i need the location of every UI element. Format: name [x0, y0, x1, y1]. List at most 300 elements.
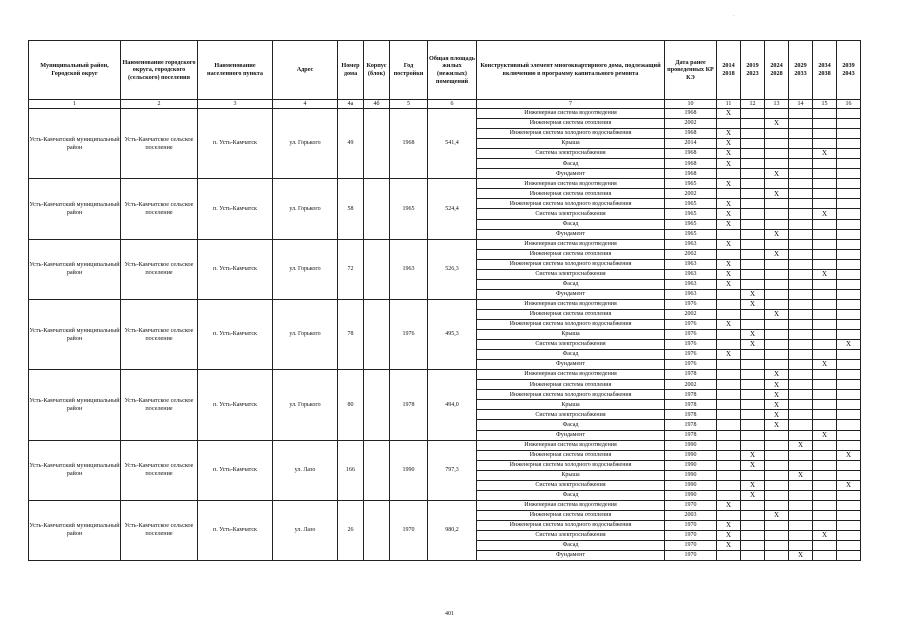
- period-mark-cell: [813, 239, 837, 249]
- column-number: 11: [717, 100, 741, 109]
- period-mark-cell: [741, 139, 765, 149]
- previous-repair-date-cell: 2003: [665, 510, 717, 520]
- period-mark-cell: [837, 279, 861, 289]
- period-mark-cell: X: [813, 149, 837, 159]
- period-mark-cell: [789, 259, 813, 269]
- structural-element-cell: Инженерная система холодного водоснабжения: [477, 390, 665, 400]
- period-mark-cell: [741, 520, 765, 530]
- period-mark-cell: [765, 239, 789, 249]
- header-period-2024-2028: 2024 2028: [765, 41, 789, 100]
- previous-repair-date-cell: 1990: [665, 460, 717, 470]
- period-mark-cell: [765, 470, 789, 480]
- previous-repair-date-cell: 1990: [665, 450, 717, 460]
- district-cell: Усть-Камчатский муниципальный район: [29, 109, 121, 179]
- previous-repair-date-cell: 1965: [665, 179, 717, 189]
- period-mark-cell: [789, 380, 813, 390]
- header-period-2029-2033: 2029 2033: [789, 41, 813, 100]
- previous-repair-date-cell: 1978: [665, 430, 717, 440]
- period-mark-cell: [741, 370, 765, 380]
- block-cell: [364, 109, 390, 179]
- period-mark-cell: [741, 269, 765, 279]
- period-mark-cell: [837, 109, 861, 119]
- capital-repair-table: [28, 40, 861, 561]
- structural-element-cell: Фасад: [477, 279, 665, 289]
- period-mark-cell: X: [717, 520, 741, 530]
- column-number: 5: [390, 100, 428, 109]
- period-mark-cell: X: [789, 440, 813, 450]
- previous-repair-date-cell: 1976: [665, 299, 717, 309]
- structural-element-cell: Фундамент: [477, 229, 665, 239]
- period-mark-cell: [789, 249, 813, 259]
- year-built-cell: 1976: [390, 299, 428, 369]
- period-mark-cell: [789, 390, 813, 400]
- period-mark-cell: [813, 520, 837, 530]
- period-mark-cell: [837, 169, 861, 179]
- column-number: 10: [665, 100, 717, 109]
- period-mark-cell: [765, 289, 789, 299]
- period-mark-cell: [789, 480, 813, 490]
- structural-element-cell: Инженерная система холодного водоснабжения: [477, 199, 665, 209]
- period-mark-cell: [837, 309, 861, 319]
- period-mark-cell: [789, 500, 813, 510]
- period-mark-cell: [837, 259, 861, 269]
- previous-repair-date-cell: 2002: [665, 189, 717, 199]
- period-mark-cell: [717, 309, 741, 319]
- period-mark-cell: [765, 159, 789, 169]
- period-mark-cell: [837, 239, 861, 249]
- header-block: Корпус (блок): [364, 41, 390, 100]
- period-mark-cell: [741, 239, 765, 249]
- period-mark-cell: [741, 530, 765, 540]
- block-cell: [364, 239, 390, 299]
- period-mark-cell: [789, 420, 813, 430]
- period-mark-cell: [717, 440, 741, 450]
- period-mark-cell: [789, 189, 813, 199]
- period-mark-cell: X: [789, 470, 813, 480]
- structural-element-cell: Система электроснабжения: [477, 269, 665, 279]
- year-built-cell: 1968: [390, 109, 428, 179]
- period-mark-cell: [765, 129, 789, 139]
- table-row: [29, 370, 861, 380]
- period-mark-cell: X: [765, 370, 789, 380]
- period-mark-cell: [813, 299, 837, 309]
- header-structural-element: Конструктивный элемент многоквартирного дома, подлежащий включению в программу капитального ремонта: [477, 41, 665, 100]
- locality-cell: п. Усть-Камчатск: [198, 179, 273, 239]
- header-total-area: Общая площадь жилых (нежилых) помещений: [428, 41, 477, 100]
- period-mark-cell: [717, 490, 741, 500]
- period-mark-cell: [717, 249, 741, 259]
- period-mark-cell: [717, 480, 741, 490]
- locality-cell: п. Усть-Камчатск: [198, 299, 273, 369]
- period-mark-cell: [741, 159, 765, 169]
- column-number: 6: [428, 100, 477, 109]
- period-mark-cell: X: [789, 551, 813, 561]
- period-mark-cell: [717, 380, 741, 390]
- period-mark-cell: X: [717, 279, 741, 289]
- period-mark-cell: X: [717, 541, 741, 551]
- district-cell: Усть-Камчатский муниципальный район: [29, 370, 121, 440]
- period-mark-cell: [813, 460, 837, 470]
- period-mark-cell: [837, 289, 861, 299]
- previous-repair-date-cell: 1976: [665, 340, 717, 350]
- settlement-cell: Усть-Камчатское сельское поселение: [121, 179, 198, 239]
- block-cell: [364, 179, 390, 239]
- period-mark-cell: [813, 390, 837, 400]
- period-mark-cell: [813, 541, 837, 551]
- period-mark-cell: [837, 189, 861, 199]
- period-mark-cell: [717, 450, 741, 460]
- period-mark-cell: [765, 219, 789, 229]
- period-mark-cell: [837, 219, 861, 229]
- period-mark-cell: [765, 500, 789, 510]
- structural-element-cell: Фундамент: [477, 360, 665, 370]
- period-mark-cell: [837, 500, 861, 510]
- period-mark-cell: [789, 541, 813, 551]
- period-mark-cell: [765, 430, 789, 440]
- structural-element-cell: Инженерная система холодного водоснабжения: [477, 460, 665, 470]
- area-cell: 541,4: [428, 109, 477, 179]
- area-cell: 980,2: [428, 500, 477, 560]
- period-mark-cell: [789, 299, 813, 309]
- header-period-2034-2038: 2034 2038: [813, 41, 837, 100]
- period-mark-cell: [789, 229, 813, 239]
- previous-repair-date-cell: 1963: [665, 239, 717, 249]
- previous-repair-date-cell: 2002: [665, 249, 717, 259]
- locality-cell: п. Усть-Камчатск: [198, 370, 273, 440]
- previous-repair-date-cell: 1965: [665, 199, 717, 209]
- period-mark-cell: [837, 420, 861, 430]
- period-mark-cell: X: [717, 149, 741, 159]
- period-mark-cell: [813, 370, 837, 380]
- house-number-cell: 78: [338, 299, 364, 369]
- structural-element-cell: Инженерная система водоотведения: [477, 370, 665, 380]
- period-mark-cell: [765, 209, 789, 219]
- period-mark-cell: X: [741, 460, 765, 470]
- previous-repair-date-cell: 1965: [665, 209, 717, 219]
- period-mark-cell: [789, 139, 813, 149]
- area-cell: 495,3: [428, 299, 477, 369]
- previous-repair-date-cell: 1970: [665, 541, 717, 551]
- structural-element-cell: Система электроснабжения: [477, 530, 665, 540]
- structural-element-cell: Крыша: [477, 139, 665, 149]
- previous-repair-date-cell: 1978: [665, 400, 717, 410]
- previous-repair-date-cell: 1970: [665, 500, 717, 510]
- period-mark-cell: [789, 169, 813, 179]
- header-district: Муниципальный район, Городской округ: [29, 41, 121, 100]
- structural-element-cell: Фасад: [477, 219, 665, 229]
- period-mark-cell: X: [813, 209, 837, 219]
- period-mark-cell: [717, 551, 741, 561]
- period-mark-cell: [765, 259, 789, 269]
- period-mark-cell: [717, 410, 741, 420]
- previous-repair-date-cell: 2014: [665, 139, 717, 149]
- period-mark-cell: [789, 309, 813, 319]
- page-number: 401: [445, 611, 454, 617]
- period-mark-cell: [813, 450, 837, 460]
- header-period-2019-2023: 2019 2023: [741, 41, 765, 100]
- structural-element-cell: Система электроснабжения: [477, 209, 665, 219]
- previous-repair-date-cell: 2002: [665, 309, 717, 319]
- structural-element-cell: Фасад: [477, 541, 665, 551]
- period-mark-cell: X: [765, 249, 789, 259]
- period-mark-cell: [789, 520, 813, 530]
- period-mark-cell: [741, 500, 765, 510]
- period-mark-cell: [813, 410, 837, 420]
- column-number: 4: [273, 100, 338, 109]
- period-mark-cell: X: [717, 179, 741, 189]
- period-mark-cell: [741, 119, 765, 129]
- previous-repair-date-cell: 1963: [665, 269, 717, 279]
- period-mark-cell: X: [765, 420, 789, 430]
- previous-repair-date-cell: 1976: [665, 350, 717, 360]
- period-mark-cell: X: [765, 229, 789, 239]
- period-mark-cell: X: [813, 530, 837, 540]
- period-mark-cell: [717, 370, 741, 380]
- structural-element-cell: Фундамент: [477, 289, 665, 299]
- district-cell: Усть-Камчатский муниципальный район: [29, 440, 121, 500]
- district-cell: Усть-Камчатский муниципальный район: [29, 299, 121, 369]
- period-mark-cell: [741, 279, 765, 289]
- period-mark-cell: [813, 199, 837, 209]
- period-mark-cell: X: [741, 289, 765, 299]
- structural-element-cell: Инженерная система отопления: [477, 249, 665, 259]
- previous-repair-date-cell: 2002: [665, 119, 717, 129]
- period-mark-cell: X: [765, 169, 789, 179]
- structural-element-cell: Фасад: [477, 159, 665, 169]
- column-number: 3: [198, 100, 273, 109]
- column-number: 7: [477, 100, 665, 109]
- previous-repair-date-cell: 1990: [665, 470, 717, 480]
- period-mark-cell: [837, 229, 861, 239]
- structural-element-cell: Инженерная система водоотведения: [477, 440, 665, 450]
- period-mark-cell: [741, 510, 765, 520]
- period-mark-cell: [741, 420, 765, 430]
- structural-element-cell: Крыша: [477, 470, 665, 480]
- period-mark-cell: [789, 400, 813, 410]
- period-mark-cell: [837, 541, 861, 551]
- previous-repair-date-cell: 1968: [665, 129, 717, 139]
- period-mark-cell: [789, 490, 813, 500]
- block-cell: [364, 440, 390, 500]
- period-mark-cell: [789, 219, 813, 229]
- period-mark-cell: [837, 350, 861, 360]
- district-cell: Усть-Камчатский муниципальный район: [29, 239, 121, 299]
- period-mark-cell: [741, 229, 765, 239]
- period-mark-cell: [741, 319, 765, 329]
- previous-repair-date-cell: 1963: [665, 279, 717, 289]
- period-mark-cell: X: [717, 350, 741, 360]
- period-mark-cell: [765, 541, 789, 551]
- previous-repair-date-cell: 1968: [665, 109, 717, 119]
- table-row: [29, 440, 861, 450]
- year-built-cell: 1990: [390, 440, 428, 500]
- period-mark-cell: [837, 410, 861, 420]
- year-built-cell: 1965: [390, 179, 428, 239]
- period-mark-cell: [789, 289, 813, 299]
- address-cell: ул. Лазо: [273, 500, 338, 560]
- period-mark-cell: [837, 119, 861, 129]
- column-number: 2: [121, 100, 198, 109]
- period-mark-cell: X: [717, 199, 741, 209]
- period-mark-cell: [741, 380, 765, 390]
- locality-cell: п. Усть-Камчатск: [198, 500, 273, 560]
- period-mark-cell: [717, 400, 741, 410]
- period-mark-cell: X: [765, 189, 789, 199]
- settlement-cell: Усть-Камчатское сельское поселение: [121, 299, 198, 369]
- period-mark-cell: X: [741, 330, 765, 340]
- header-house-number: Номер дома: [338, 41, 364, 100]
- period-mark-cell: [789, 119, 813, 129]
- period-mark-cell: [765, 269, 789, 279]
- period-mark-cell: [717, 189, 741, 199]
- address-cell: ул. Лазо: [273, 440, 338, 500]
- period-mark-cell: X: [765, 510, 789, 520]
- period-mark-cell: [813, 470, 837, 480]
- period-mark-cell: [741, 179, 765, 189]
- table-row: [29, 239, 861, 249]
- period-mark-cell: [813, 189, 837, 199]
- district-cell: Усть-Камчатский муниципальный район: [29, 500, 121, 560]
- structural-element-cell: Инженерная система водоотведения: [477, 500, 665, 510]
- period-mark-cell: [741, 551, 765, 561]
- period-mark-cell: X: [717, 239, 741, 249]
- period-mark-cell: [837, 159, 861, 169]
- header-previous-repair-date: Дата ранее проведенных КР КЭ: [665, 41, 717, 100]
- period-mark-cell: [837, 400, 861, 410]
- period-mark-cell: [717, 330, 741, 340]
- period-mark-cell: [741, 430, 765, 440]
- settlement-cell: Усть-Камчатское сельское поселение: [121, 440, 198, 500]
- previous-repair-date-cell: 1978: [665, 370, 717, 380]
- structural-element-cell: Фасад: [477, 420, 665, 430]
- header-year-built: Год постройки: [390, 41, 428, 100]
- period-mark-cell: [741, 400, 765, 410]
- period-mark-cell: [813, 219, 837, 229]
- period-mark-cell: [837, 440, 861, 450]
- header-period-2039-2043: 2039 2043: [837, 41, 861, 100]
- period-mark-cell: [789, 350, 813, 360]
- period-mark-cell: [813, 259, 837, 269]
- period-mark-cell: [789, 340, 813, 350]
- period-mark-cell: [741, 249, 765, 259]
- structural-element-cell: Инженерная система водоотведения: [477, 299, 665, 309]
- previous-repair-date-cell: 1968: [665, 149, 717, 159]
- period-mark-cell: [789, 159, 813, 169]
- period-mark-cell: X: [765, 119, 789, 129]
- period-mark-cell: [717, 289, 741, 299]
- locality-cell: п. Усть-Камчатск: [198, 109, 273, 179]
- period-mark-cell: [765, 319, 789, 329]
- previous-repair-date-cell: 1970: [665, 530, 717, 540]
- period-mark-cell: [813, 169, 837, 179]
- period-mark-cell: [717, 460, 741, 470]
- period-mark-cell: [813, 129, 837, 139]
- structural-element-cell: Фундамент: [477, 169, 665, 179]
- table-row: [29, 299, 861, 309]
- table-row: [29, 500, 861, 510]
- house-number-cell: 58: [338, 179, 364, 239]
- period-mark-cell: [765, 520, 789, 530]
- period-mark-cell: [837, 209, 861, 219]
- previous-repair-date-cell: 1978: [665, 410, 717, 420]
- period-mark-cell: [837, 551, 861, 561]
- period-mark-cell: [813, 480, 837, 490]
- period-mark-cell: [717, 119, 741, 129]
- period-mark-cell: [765, 450, 789, 460]
- area-cell: 524,4: [428, 179, 477, 239]
- structural-element-cell: Инженерная система водоотведения: [477, 239, 665, 249]
- period-mark-cell: [717, 360, 741, 370]
- period-mark-cell: [813, 510, 837, 520]
- period-mark-cell: X: [741, 480, 765, 490]
- table-row: [29, 109, 861, 119]
- address-cell: ул. Горького: [273, 109, 338, 179]
- period-mark-cell: [741, 309, 765, 319]
- column-number: 13: [765, 100, 789, 109]
- period-mark-cell: [765, 490, 789, 500]
- period-mark-cell: X: [765, 390, 789, 400]
- period-mark-cell: [717, 470, 741, 480]
- structural-element-cell: Система электроснабжения: [477, 340, 665, 350]
- year-built-cell: 1963: [390, 239, 428, 299]
- period-mark-cell: [813, 319, 837, 329]
- period-mark-cell: [765, 340, 789, 350]
- address-cell: ул. Горького: [273, 179, 338, 239]
- period-mark-cell: X: [765, 400, 789, 410]
- period-mark-cell: [837, 370, 861, 380]
- previous-repair-date-cell: 1976: [665, 330, 717, 340]
- structural-element-cell: Инженерная система водоотведения: [477, 109, 665, 119]
- period-mark-cell: [813, 551, 837, 561]
- year-built-cell: 1978: [390, 370, 428, 440]
- period-mark-cell: [789, 179, 813, 189]
- period-mark-cell: [717, 169, 741, 179]
- period-mark-cell: [837, 249, 861, 259]
- period-mark-cell: X: [717, 159, 741, 169]
- address-cell: ул. Горького: [273, 239, 338, 299]
- period-mark-cell: [717, 510, 741, 520]
- block-cell: [364, 370, 390, 440]
- structural-element-cell: Инженерная система отопления: [477, 450, 665, 460]
- house-number-cell: 166: [338, 440, 364, 500]
- period-mark-cell: [765, 179, 789, 189]
- period-mark-cell: [837, 510, 861, 520]
- column-number: 4б: [364, 100, 390, 109]
- period-mark-cell: [813, 139, 837, 149]
- period-mark-cell: [765, 480, 789, 490]
- year-built-cell: 1970: [390, 500, 428, 560]
- period-mark-cell: X: [741, 299, 765, 309]
- period-mark-cell: [741, 169, 765, 179]
- table-body: [29, 109, 861, 561]
- locality-cell: п. Усть-Камчатск: [198, 239, 273, 299]
- period-mark-cell: [789, 330, 813, 340]
- period-mark-cell: X: [717, 139, 741, 149]
- period-mark-cell: [837, 269, 861, 279]
- settlement-cell: Усть-Камчатское сельское поселение: [121, 500, 198, 560]
- period-mark-cell: [837, 430, 861, 440]
- period-mark-cell: [837, 149, 861, 159]
- period-mark-cell: [765, 350, 789, 360]
- previous-repair-date-cell: 1968: [665, 159, 717, 169]
- period-mark-cell: [813, 420, 837, 430]
- column-number: 14: [789, 100, 813, 109]
- period-mark-cell: [765, 440, 789, 450]
- period-mark-cell: [813, 500, 837, 510]
- structural-element-cell: Инженерная система водоотведения: [477, 179, 665, 189]
- period-mark-cell: [717, 299, 741, 309]
- header-period-2014-2018: 2014 2018: [717, 41, 741, 100]
